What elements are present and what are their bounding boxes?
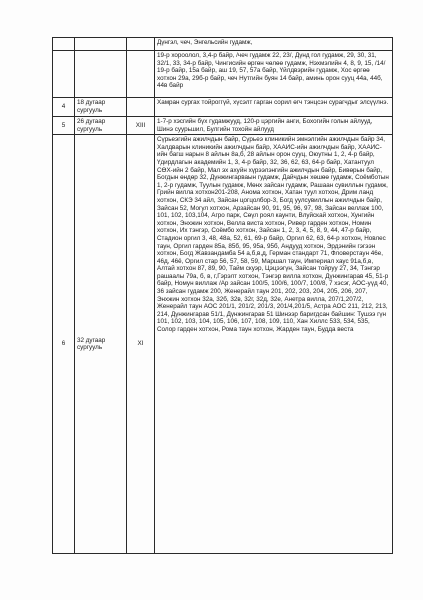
- row-number-cell: [53, 38, 75, 51]
- district-cell: [127, 51, 155, 98]
- school-name-cell: [75, 38, 127, 51]
- table-row: [53, 117, 393, 135]
- school-name-cell: 32 дугаар сургууль: [75, 135, 127, 554]
- service-area-cell: [155, 38, 393, 51]
- school-name-cell: 18 дугаар сургууль: [75, 98, 127, 117]
- service-area-text: Дүнгэл, чеч, Энгельсийн гудамж,: [157, 39, 253, 46]
- table-row: [53, 38, 393, 51]
- service-area-text: Хамран сургах тойроггүй, хүсэлт гарган сорил өгч тэнцсэн сурагчдыг элсүүлнэ.: [157, 99, 389, 106]
- service-area-text: 19-р хороолол, 3,4-р байр, /чеч гудамж 22, 23/, Дүнд гол гудамж, 29, 30, 31, 32/1, 33, 34-р байр, Чингисийн өргөн чөлөө гудамж, Нэхмэлийн 4, 8, 9, 15, /14/ 19-р байр, 15а байр, аш 19, 57, 57а байр, Үйлдвэрийн гудамж, Хос өргөө хотхон 29а, 29б-р байр, чеч Нутгийн буян 14 байр, аминь орон сууц 44а, 44б, 44в байр: [157, 52, 386, 90]
- service-area-text: Сүрьеэгийн ажилчдын байр, Сүрьеэ клиникийн эмнэлгийн ажилчдын байр 34, Халдварын клиникийн ажилчдын байр, ХААИС-ийн ажилчдын байр, ХААИС-ийн багш нарын 8 айлын 8а,б, 28 айлын орон сууц, Оюутны 1, 2, 4-р байр, Үдирдлагын академийн 1, 3, 4-р байр, 32, 36, 62, 63, 64-р байр, Хатантуул СӨХ-ийн 2 байр, Мал эх ахуйн хүрээлэнгийн ажилчдын байр, Бивөрын байр, Богдын өндөр 32, Дүнжингарваын гудамж, Дайчдын хөшөө гудамж, Соёмботын 1, 2-р гудамж, Туулын гудамж, Мөнх зайсан гудамж, Рашаан сувиллын гудамж, Грийн вилла хотхон201-208, Анома хотхон, Хатан туул хотхон, Дрим ланд хотхон, СКЭ 34 айл, Зайсан цогцолбор-3, Богд уулсувиллын ажилчдын байр, Зайсан 52, Могул хотхон, Арзайсан 90, 91, 95, 96, 97, 98, Зайсан веллаж 100, 101, 102, 103,104, Агро парк, Сөүл роял каунти, Влуйскай хотхон, Хунгийн хотхон, Энхжин хотхон, Велла виста хотхон, Ривер гарден хотхон, Номин хотхон, Их тэнгэр, Соёмбо хотхон, Зайсан 1, 2, 3, 4, 5, 8, 9, 44, 47-р байр, Стадион оргил 3, 48, 48а, 52, 61, 69-р байр, Оргил 62, 63, 64-р хотхон, Новлес таун, Оргил гарден 85а, 85б, 95, 95а, 95б, Андууд хотхон, Эрдэнийн гэгээн хотхон, Богд Жавзандамба 54 а,б,в,д, Герман стандарт 71, Фловерстаун 46е, 46д, 46ё, Оргил стар 56, 57, 58, 59, Маршал таун, Империал хаус 91а,б,в, Алтай хотхон 87, 89, 90, Тайм скуэр, Цэцээгүн, Зайсан тойруу 27, 34, Тэнгэр рашаалы 79а, б, в, г,Гэрэлт хотхон, Тэнгэр вилла хотхон, Дүнжингарав 45, 51-р байр, Номун виллаж /Ар зайсан 100/5, 100/6, 100/7, 100/8, 7 хэсэг, АОС-уүд 40, 36 зайсан гудамж 200, Женерайл таун 201, 202, 203, 204, 205, 206, 207, Энхжин хотхон 32а, 32б, 32в, 32г, 32д, 32е, Анетра вилла, 207/1,207/2, Женерайл таун АОС 201/1, 201/2, 201/3, 201/4,201/5, Астра АОС 211, 212, 213, 214, Дүнжингарав 51/1, Дүнжингарав 51 Шинээр баригдсан байшин: Тушээ гүн 101, 102, 103, 104, 105, 106, 107, 108, 109, 110, Хан Хиллс 533, 534, 535, Солор гарден хотхон, Рома таун хотхон, Жарден таун, Будда веста: [157, 136, 389, 334]
- table-row: [53, 51, 393, 98]
- district-cell: XI: [127, 135, 155, 554]
- row-number-cell: 4: [53, 98, 75, 117]
- table-row: [53, 98, 393, 117]
- row-number-cell: [53, 51, 75, 98]
- district-cell: [127, 38, 155, 51]
- table-row: [53, 135, 393, 554]
- school-district-table: [52, 37, 393, 554]
- row-number-cell: 5: [53, 117, 75, 135]
- service-area-text: 1-7-р хэсгийн бүх гудамжууд, 120-р цэргийн анги, Бохогийн голын айлууд, Шинэ суурьшил, Булгийн тохойн айлууд: [157, 118, 373, 133]
- row-number-cell: 6: [53, 135, 75, 554]
- service-area-cell: [155, 51, 393, 98]
- service-area-cell: [155, 117, 393, 135]
- district-cell: [127, 98, 155, 117]
- school-name-cell: [75, 51, 127, 98]
- school-name-cell: 26 дугаар сургууль: [75, 117, 127, 135]
- service-area-cell: [155, 135, 393, 554]
- service-area-cell: [155, 98, 393, 117]
- district-cell: XIII: [127, 117, 155, 135]
